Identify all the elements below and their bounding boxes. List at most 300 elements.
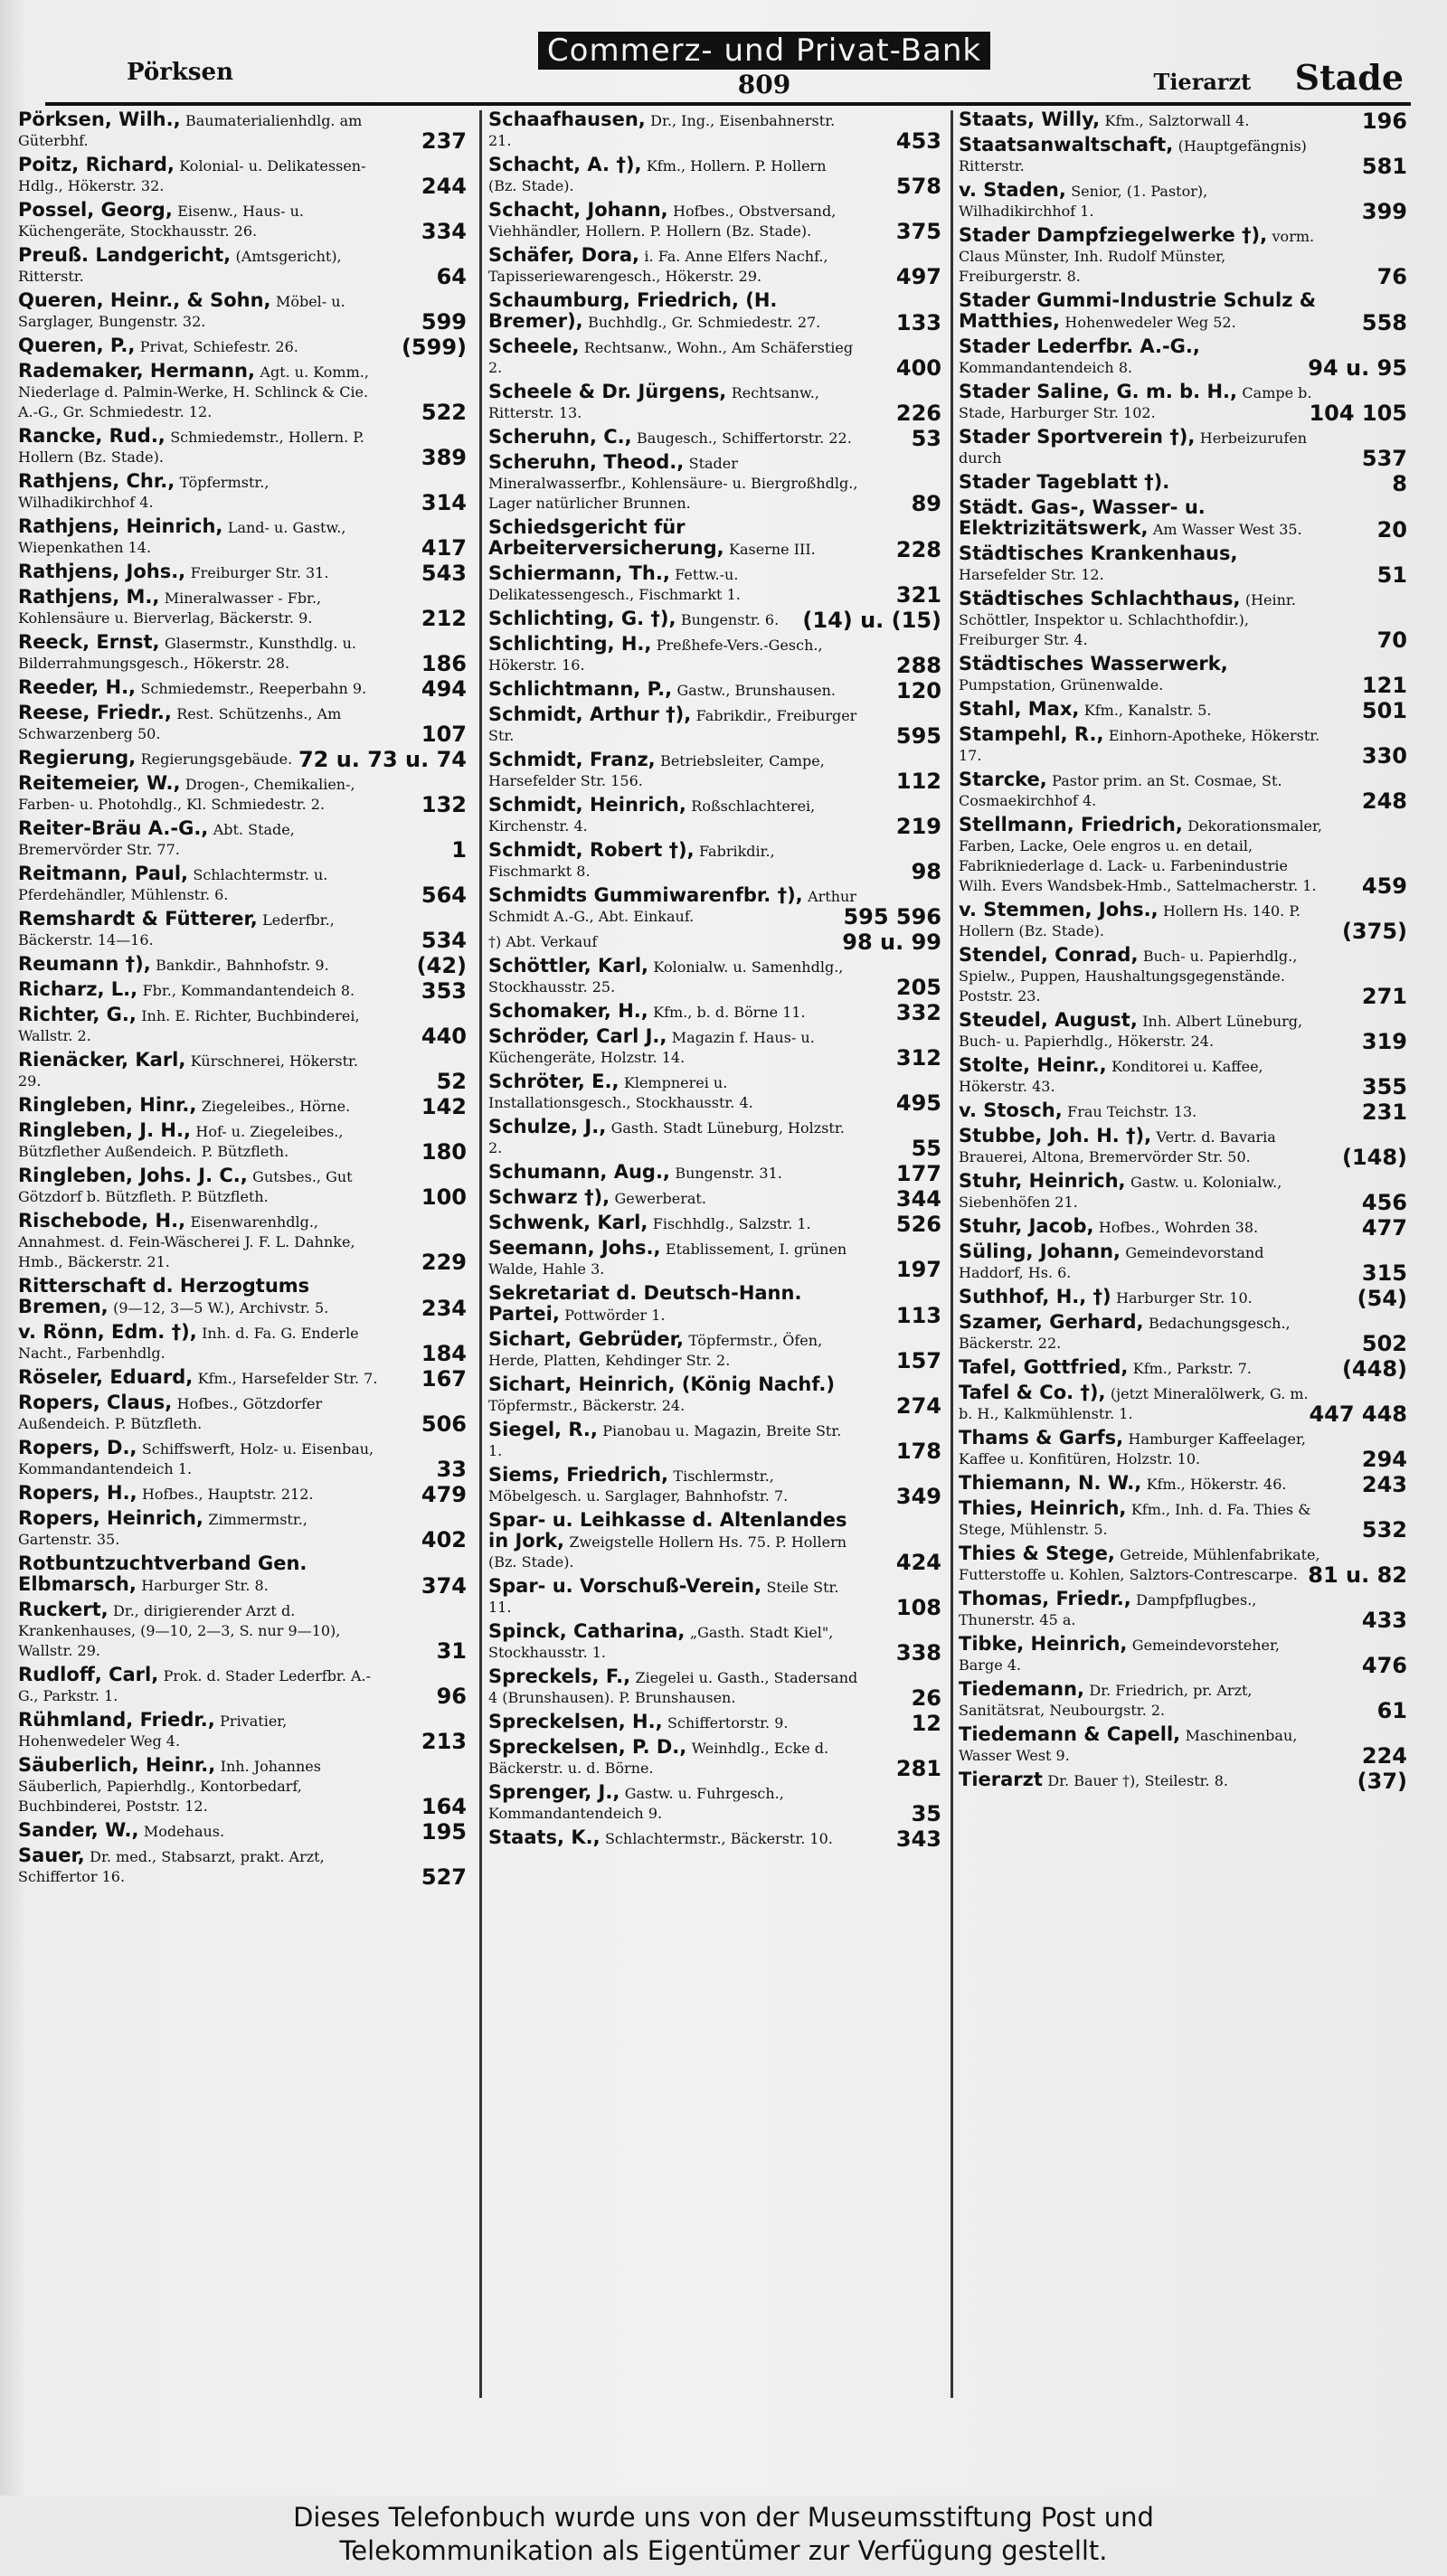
entry-phone-number: 527 [421,1864,467,1890]
entry-name: Stader Sportverein †), [959,426,1196,448]
entry-name: Sichart, Heinrich, (König Nachf.) [488,1373,835,1395]
entry-phone-number: 31 [436,1638,467,1664]
entry-name: Tierarzt [959,1769,1043,1790]
entry-name: Schlichting, H., [488,633,652,655]
entry-name: Stolte, Heinr., [959,1054,1107,1076]
entry-name: Schwarz †), [488,1186,610,1208]
entry-phone-number: 70 [1376,627,1407,653]
entry-detail: Magazin f. Haus- u. Küchengeräte, Holzstr. 14. [488,1029,815,1066]
entry-phone-number: 121 [1361,673,1407,698]
entry-name: Spar- u. Vorschuß-Verein, [488,1575,762,1597]
entry-detail: Fbr., Kommandantendeich 8. [142,982,355,999]
entry-detail: Kfm., Kanalstr. 5. [1083,702,1212,719]
entry-phone-number: 51 [1376,562,1407,588]
entry-phone-number: 76 [1376,264,1407,289]
entry-name: Thams & Garfs, [959,1427,1124,1448]
entry-phone-number: 495 [895,1090,941,1116]
entry-name: Queren, P., [18,335,136,356]
entry-name: Thies, Heinrich, [959,1497,1127,1519]
listing-entry [959,723,1411,769]
entry-phone-number: 228 [895,537,941,562]
listing-entry [959,1215,1411,1241]
entry-detail: (9—12, 3—5 W.), Archivstr. 5. [113,1299,329,1316]
entry-detail: Pumpstation, Grünenwalde. [959,676,1164,694]
entry-detail: Hof- u. Ziegeleibes., Bützflether Außendeich. P. Bützfleth. [18,1123,344,1160]
column-divider [479,110,482,2398]
entry-phone-number: 321 [895,582,941,608]
entry-detail: Fettw.-u. Delikatessengesch., Fischmarkt 1. [488,566,741,603]
entry-phone-number: 459 [1361,873,1407,899]
listing-entry [18,1754,470,1819]
entry-phone-number: 64 [436,264,467,289]
listing-entry [18,1437,470,1482]
entry-detail: Eisenwarenhdlg., Annahmest. d. Fein-Wäscherei J. F. L. Dahnke, Hmb., Bäckerstr. 21. [18,1213,355,1270]
listing-entry [959,335,1411,381]
entry-name: Spinck, Catharina, [488,1620,686,1642]
entry-phone-number: 315 [1361,1260,1407,1286]
listing-entry [488,1711,945,1736]
entry-detail: Land- u. Gastw., Wiepenkathen 14. [18,519,346,556]
bank-advertisement: Commerz- und Privat-Bank [538,32,990,70]
entry-phone-number: 271 [1361,984,1407,1009]
entry-detail: Gemeindevorsteher, Barge 4. [959,1637,1280,1674]
entry-name: Rudloff, Carl, [18,1664,159,1685]
listing-column-1 [18,110,470,1892]
entry-phone-number: 319 [1361,1029,1407,1054]
entry-name: Tiedemann, [959,1678,1084,1700]
entry-phone-number: 35 [911,1801,941,1826]
listing-entry [959,1427,1411,1472]
listing-entry [959,1286,1411,1311]
entry-name: Preuß. Landgericht, [18,244,232,266]
entry-detail: Dr., dirigierender Arzt d. Krankenhauses, (9—10, 2—3, S. nur 9—10), Wallstr. 29. [18,1602,341,1659]
entry-detail: Bankdir., Bahnhofstr. 9. [156,957,329,974]
entry-name: Rathjens, Heinrich, [18,515,223,537]
entry-detail: Dr. Friedrich, pr. Arzt, Sanitätsrat, Neubourgstr. 2. [959,1682,1253,1719]
entry-phone-number: 133 [895,310,941,335]
entry-name: Ritterschaft d. Herzogtums Bremen, [18,1275,310,1317]
entry-phone-number: 244 [421,174,467,199]
listing-entry [18,472,470,513]
listing-entry [959,588,1411,653]
column-divider [950,110,953,2398]
listing-entry [488,335,945,381]
entry-name: Stubbe, Joh. H. †), [959,1125,1152,1146]
listing-entry [488,1738,945,1779]
entry-phone-number: 213 [421,1729,467,1754]
entry-phone-number: 494 [421,676,467,702]
listing-entry [488,1071,945,1116]
listing-entry [18,246,470,287]
entry-detail: vorm. Claus Münster, Inh. Rudolf Münster, Freiburgerstr. 8. [959,228,1315,285]
entry-name: Reumann †), [18,953,151,975]
entry-phone-number: 281 [895,1756,941,1781]
entry-phone-number: 375 [895,219,941,244]
entry-name: Stader Tageblatt †). [959,471,1170,493]
entry-name: Sauer, [18,1845,85,1866]
listing-entry [18,1552,470,1599]
entry-name: Schumann, Aug., [488,1161,670,1183]
entry-name: Stader Lederfbr. A.-G., [959,335,1200,357]
entry-phone-number: 237 [421,128,467,154]
entry-detail: Glasermstr., Kunsthdlg. u. Bilderrahmungsgesch., Hökerstr. 28. [18,635,356,672]
listing-entry [959,1011,1411,1052]
entry-phone-number: 205 [895,975,941,1000]
entry-phone-number: 81 u. 82 [1308,1562,1407,1588]
entry-phone-number: 113 [895,1303,941,1328]
page-header [36,32,1411,104]
entry-phone-number: 399 [1361,199,1407,224]
listing-entry [488,1212,945,1237]
listing-entry [488,1163,945,1184]
listing-entry [959,109,1411,134]
listing-entry [488,426,945,451]
entry-detail: Gutsbes., Gut Götzdorf b. Bützfleth. P. Bützfleth. [18,1168,353,1205]
listing-column-2 [488,110,945,1854]
entry-name: Schröder, Carl J., [488,1025,667,1047]
listing-entry [488,453,945,514]
entry-detail: Frau Teichstr. 13. [1067,1103,1197,1120]
entry-name: Säuberlich, Heinr., [18,1754,216,1776]
entry-phone-number: 564 [421,882,467,908]
entry-detail: Hamburger Kaffeelager, Kaffee u. Konfitüren, Holzstr. 10. [959,1430,1306,1467]
entry-phone-number: (448) [1341,1356,1407,1382]
entry-name: Schiedsgericht für Arbeiterversicherung, [488,516,724,559]
entry-name: Rademaker, Hermann, [18,360,255,382]
entry-detail: †) Abt. Verkauf [488,933,598,950]
listing-entry [488,633,945,678]
listing-entry [18,1599,470,1664]
entry-name: Starcke, [959,769,1047,790]
entry-phone-number: 599 [421,309,467,335]
entry-phone-number: 506 [421,1411,467,1437]
entry-phone-number: 53 [911,426,941,451]
entry-detail: Gewerberat. [614,1190,706,1207]
listing-entry [959,700,1411,721]
entry-phone-number: 526 [895,1212,941,1237]
entry-detail: Kfm., Harsefelder Str. 7. [197,1370,378,1387]
entry-name: Staats, Willy, [959,109,1101,130]
entry-detail: Baugesch., Schiffertorstr. 22. [637,429,852,447]
entry-detail: Hohenwedeler Weg 52. [1064,314,1236,331]
header-rule [45,102,1411,106]
listing-entry [959,1588,1411,1633]
entry-phone-number: 33 [436,1457,467,1482]
entry-name: Schiermann, Th., [488,562,670,584]
listing-entry [18,561,470,586]
entry-phone-number: 107 [421,722,467,747]
entry-phone-number: 108 [895,1595,941,1620]
listing-entry [18,702,470,747]
entry-detail: Kfm., Inh. d. Fa. Thies & Stege, Mühlenstr. 5. [959,1501,1311,1538]
entry-detail: Inh. d. Fa. G. Enderle Nacht., Farbenhdlg. [18,1325,359,1362]
entry-name: Stuhr, Heinrich, [959,1170,1126,1192]
listing-entry [959,381,1411,426]
entry-detail: Möbel- u. Sarglager, Bungenstr. 32. [18,293,345,330]
listing-entry [488,1373,945,1419]
entry-name: Schacht, Johann, [488,199,668,221]
entry-detail: Drogen-, Chemikalien-, Farben- u. Photohdlg., Kl. Schmiedestr. 2. [18,776,355,813]
entry-detail: Herbeizurufen durch [959,429,1308,467]
entry-detail: Harburger Str. 8. [141,1577,269,1594]
entry-phone-number: 343 [895,1826,941,1852]
entry-detail: Töpfermstr., Bäckerstr. 24. [488,1397,686,1414]
listing-entry [488,1622,945,1663]
listing-entry [18,774,470,815]
entry-detail: (Amtsgericht), Ritterstr. [18,248,342,285]
listing-entry [488,291,945,333]
entry-phone-number: 219 [895,814,941,839]
listing-entry [959,134,1411,179]
entry-phone-number: 100 [421,1184,467,1210]
entry-detail: Ziegeleibes., Hörne. [201,1098,351,1115]
listing-entry [959,653,1411,698]
listing-entry [959,226,1411,287]
listing-entry [488,680,945,701]
entry-detail: Kfm., Parkstr. 7. [1132,1360,1252,1377]
entry-phone-number: 374 [421,1573,467,1599]
entry-phone-number: 180 [421,1139,467,1165]
entry-detail: Vertr. d. Bavaria Brauerei, Altona, Bremervörder Str. 50. [959,1128,1276,1165]
entry-phone-number: 229 [421,1250,467,1275]
entry-name: Ringleben, Hinr., [18,1094,197,1116]
entry-phone-number: 142 [421,1094,467,1119]
entry-detail: Töpfermstr., Öfen, Herde, Platten, Kehdinger Str. 2. [488,1332,823,1369]
listing-entry [488,1509,945,1575]
entry-detail: Baumaterialienhdlg. am Güterbhf. [18,112,363,149]
entry-name: Schäfer, Dora, [488,244,639,266]
entry-name: Tafel, Gottfried, [959,1356,1129,1378]
listing-entry [959,1313,1411,1354]
entry-phone-number: 195 [421,1819,467,1845]
entry-detail: Dr. med., Stabsarzt, prakt. Arzt, Schiffertor 16. [18,1848,325,1885]
listing-entry [18,676,470,702]
listing-entry [488,1826,945,1852]
entry-name: Röseler, Eduard, [18,1366,194,1388]
entry-phone-number: 595 [895,723,941,749]
listing-entry [488,1116,945,1161]
header-right-keyword: Tierarzt [1153,69,1252,95]
entry-detail: Hofbes., Obstversand, Viehhändler, Hollern. P. Hollern (Bz. Stade). [488,203,837,240]
listing-entry [959,1382,1411,1427]
listing-entry [18,1119,470,1165]
entry-detail: Gasth. Stadt Lüneburg, Holzstr. 2. [488,1119,845,1156]
entry-name: Städtisches Krankenhaus, [959,543,1238,564]
listing-entry [18,425,470,470]
entry-name: Szamer, Gerhard, [959,1311,1144,1333]
listing-entry [18,1004,470,1049]
listing-entry [488,246,945,287]
entry-phone-number: 476 [1361,1653,1407,1678]
entry-phone-number: 353 [421,978,467,1004]
listing-entry [488,1025,945,1071]
entry-phone-number: 231 [1361,1099,1407,1125]
listing-entry [488,841,945,882]
entry-detail: Rechtsanw., Ritterstr. 13. [488,384,819,421]
entry-detail: Getreide, Mühlenfabrikate, Futterstoffe u. Kohlen, Salztors-Contrescarpe. [959,1546,1320,1583]
entry-detail: Pastor prim. an St. Cosmae, St. Cosmaekirchhof 4. [959,772,1282,809]
listing-entry [488,608,945,633]
entry-phone-number: 234 [421,1296,467,1321]
entry-phone-number: (375) [1341,919,1407,944]
entry-phone-number: 344 [895,1186,941,1212]
entry-name: Schröter, E., [488,1071,619,1092]
entry-detail: Kolonialw. u. Samenhdlg., Stockhausstr. 25. [488,958,844,995]
entry-name: Stader Gummi-Industrie Schulz & Matthies, [959,289,1317,332]
entry-phone-number: 294 [1361,1447,1407,1472]
entry-name: Thomas, Friedr., [959,1588,1131,1609]
listing-entry [959,291,1411,333]
footer-line-2: Telekommunikation als Eigentümer zur Verfügung gestellt. [339,2535,1108,2566]
entry-detail: Freiburger Str. 31. [190,564,329,581]
entry-phone-number: 89 [911,491,941,516]
entry-name: Pörksen, Wilh., [18,109,181,130]
entry-name: Stader Saline, G. m. b. H., [959,381,1237,402]
entry-detail: Dekorationsmaler, Farben, Lacke, Oele engros u. en detail, Fabrikniederlage d. Lack- u. Farbenindustrie Wilh. Evers Wandsbek-Hmb., Sattelmacherstr. 1. [959,817,1322,894]
entry-detail: Schlachtermstr. u. Pferdehändler, Mühlenstr. 6. [18,866,328,903]
entry-name: Reese, Friedr., [18,702,172,723]
listing-entry [18,289,470,335]
entry-name: Schmidt, Arthur †), [488,703,692,725]
entry-name: Steudel, August, [959,1009,1138,1031]
entry-name: Staats, K., [488,1826,601,1848]
entry-phone-number: 186 [421,651,467,676]
listing-entry [959,1497,1411,1543]
entry-detail: Kürschnerei, Hökerstr. 29. [18,1052,359,1090]
entry-detail: Modehaus. [143,1823,225,1840]
entry-phone-number: 20 [1376,517,1407,543]
entry-phone-number: 314 [421,490,467,515]
entry-name: Schwenk, Karl, [488,1212,648,1233]
entry-phone-number: 288 [895,653,941,678]
entry-name: Possel, Georg, [18,199,173,221]
entry-name: Schaafhausen, [488,109,646,130]
header-city: Stade [1294,57,1404,98]
entry-detail: Campe b. Stade, Harburger Str. 102. [959,384,1312,421]
entry-detail: Lederfbr., Bäckerstr. 14—16. [18,911,335,948]
entry-name: Richarz, L., [18,978,138,1000]
entry-phone-number: 94 u. 95 [1308,355,1407,381]
entry-name: Seemann, Johs., [488,1237,661,1259]
entry-detail: Hollern Hs. 140. P. Hollern (Bz. Stade). [959,902,1300,939]
entry-detail: Eisenw., Haus- u. Küchengeräte, Stockhausstr. 26. [18,203,304,240]
header-right [1153,57,1404,98]
entry-phone-number: 578 [895,174,941,199]
listing-entry [959,1680,1411,1721]
entry-phone-number: 104 105 [1309,401,1407,426]
entry-detail: Schmiedemstr., Hollern. P. Hollern (Bz. Stade). [18,429,364,466]
entry-detail: Kaserne III. [729,541,816,558]
entry-detail: Gastw., Brunshausen. [676,682,836,699]
entry-phone-number: 355 [1361,1074,1407,1099]
listing-entry [959,1633,1411,1678]
entry-detail: Bungenstr. 6. [680,611,780,628]
entry-phone-number: (599) [401,335,467,360]
entry-phone-number: 226 [895,401,941,426]
entry-name: Rancke, Rud., [18,425,166,447]
entry-name: Tafel & Co. †), [959,1382,1106,1403]
listing-entry [959,1172,1411,1213]
entry-phone-number: (37) [1357,1769,1407,1794]
entry-name: Stahl, Max, [959,698,1080,720]
entry-name: Spreckelsen, P. D., [488,1736,687,1758]
entry-name: Suthhof, H., †) [959,1286,1111,1307]
entry-name: Ringleben, Johs. J. C., [18,1165,248,1186]
listing-entry [18,1049,470,1094]
listing-entry [488,1330,945,1371]
entry-detail: Rest. Schützenhs., Am Schwarzenberg 50. [18,705,342,742]
entry-phone-number: 543 [421,561,467,586]
entry-detail: Schiffertorstr. 9. [667,1714,789,1731]
entry-detail: Inh. Albert Lüneburg, Buch- u. Papierhdlg., Hökerstr. 24. [959,1013,1303,1050]
entry-name: Siegel, R., [488,1419,598,1440]
entry-phone-number: 196 [1361,109,1407,134]
entry-name: Queren, Heinr., & Sohn, [18,289,271,311]
listing-entry [18,335,470,360]
entry-phone-number: 595 596 [843,904,941,929]
entry-phone-number: 177 [895,1161,941,1186]
entry-phone-number: 537 [1361,446,1407,471]
listing-entry [18,199,470,244]
entry-detail: Harburger Str. 10. [1116,1289,1253,1307]
entry-name: Stampehl, R., [959,723,1104,745]
entry-name: Reeder, H., [18,676,137,698]
entry-phone-number: 197 [895,1257,941,1282]
listing-entry [959,1723,1411,1769]
listing-entry [18,633,470,674]
entry-detail: (jetzt Mineralölwerk, G. m. b. H., Kalkmühlenstr. 1. [959,1385,1309,1422]
entry-detail: Hofbes., Hauptstr. 212. [141,1486,314,1503]
entry-name: Schmidts Gummiwarenfbr. †), [488,884,803,906]
listing-entry [488,381,945,426]
listing-entry [18,1096,470,1117]
entry-detail: Kfm., Hollern. P. Hollern (Bz. Stade). [488,157,827,194]
entry-detail: Fischhdlg., Salzstr. 1. [652,1215,811,1232]
entry-name: Schomaker, H., [488,1000,648,1022]
entry-name: Reitemeier, W., [18,772,181,794]
entry-name: v. Stosch, [959,1099,1063,1121]
listing-entry [959,496,1411,543]
listing-entry [959,1056,1411,1097]
entry-phone-number: 522 [421,400,467,425]
entry-detail: Dampfpflugbes., Thunerstr. 45 a. [959,1591,1257,1628]
entry-detail: Zweigstelle Hollern Hs. 75. P. Hollern (Bz. Stade). [488,1533,847,1571]
entry-name: Schlichting, G. †), [488,608,676,629]
listing-entry [488,154,945,199]
listing-entry [488,929,945,955]
entry-detail: Hofbes., Götzdorfer Außendeich. P. Bützfleth. [18,1395,323,1432]
entry-name: Reeck, Ernst, [18,631,160,653]
footer-line-1: Dieses Telefonbuch wurde uns von der Museumsstiftung Post und [293,2502,1154,2533]
listing-entry [959,1125,1411,1170]
listing-entry [488,886,945,927]
listing-entry [18,1819,470,1845]
entry-detail: Prok. d. Stader Lederfbr. A.-G., Parkstr. 1. [18,1667,372,1704]
entry-detail: Rechtsanw., Wohn., Am Schäferstieg 2. [488,339,854,376]
listing-entry [959,944,1411,1009]
entry-phone-number: 26 [911,1685,941,1711]
entry-phone-number: 456 [1361,1190,1407,1215]
entry-detail: Gemeindevorstand Haddorf, Hs. 6. [959,1244,1264,1281]
entry-detail: Privatier, Hohenwedeler Weg 4. [18,1713,288,1750]
entry-name: Rathjens, Chr., [18,470,175,492]
entry-phone-number: (14) u. (15) [802,608,941,633]
entry-phone-number: 72 u. 73 u. 74 [298,747,467,772]
entry-detail: Kolonial- u. Delikatessen-Hdlg., Hökerstr. 32. [18,157,366,194]
entry-phone-number: 330 [1361,743,1407,769]
entry-phone-number: 167 [421,1366,467,1392]
entry-detail: Bedachungsgesch., Bäckerstr. 22. [959,1315,1291,1352]
